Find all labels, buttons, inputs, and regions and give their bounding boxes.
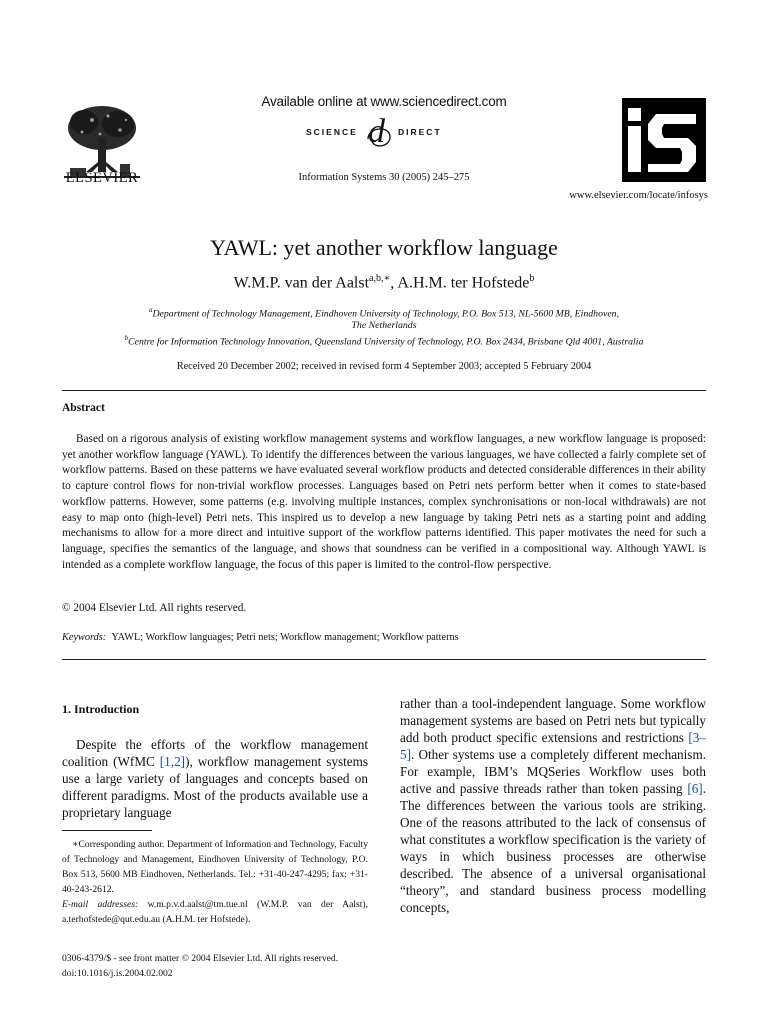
received-dates: Received 20 December 2002; received in revised form 4 September 2003; accepted 5 February 2004 (176, 361, 592, 372)
journal-url-link[interactable]: www.elsevier.com/locate/infosys (569, 190, 708, 201)
affiliation-b-text: Centre for Information Technology Innovation, Queensland University of Technology, P.O. Box 2434, Brisbane Qld 4001, Australia (128, 336, 644, 348)
abstract-copyright: © 2004 Elsevier Ltd. All rights reserved. (62, 602, 247, 614)
citation-link-6[interactable]: [6] (687, 781, 703, 796)
abstract-divider (62, 659, 706, 660)
keywords-label: Keywords: (62, 632, 107, 643)
affiliation-b-mark: b (124, 334, 129, 342)
sciencedirect-swirl-icon (364, 121, 394, 151)
front-matter (62, 951, 338, 981)
intro-left-post: ), workflow management systems use a large variety of languages and concepts based on different paradigms. Most of the products available use a proprietary language (62, 754, 368, 820)
intro-left-pre: Despite the efforts of the workflow management coalition (WfMC (62, 737, 368, 769)
affiliation-a-line2: The Netherlands (351, 320, 417, 331)
front-matter-doi[interactable]: doi:10.1016/j.is.2004.02.002 (62, 968, 173, 979)
svg-text:IS: IS (622, 98, 623, 99)
sciencedirect-right-word: DIRECT (398, 127, 442, 137)
sciencedirect-logo-icon (300, 113, 470, 155)
footnote-email-label: E-mail addresses: (62, 899, 139, 910)
keywords-values: YAWL; Workflow languages; Petri nets; Workflow management; Workflow patterns (111, 632, 459, 643)
intro-right-a: rather than a tool-independent language. Some workflow management systems are based on Petri nets but typically add both product specific extensions and restrictions (400, 696, 706, 745)
citation-link-1-2[interactable]: [1,2] (159, 754, 186, 769)
author-2: , A.H.M. ter Hofstede (390, 274, 530, 292)
section-heading-introduction: 1. Introduction (62, 702, 140, 716)
abstract-text: Based on a rigorous analysis of existing workflow management systems and workflow languages, a new workflow language is proposed: yet another workflow language (YAWL). To identify the differences between the various languages, we have collected a fairly complete set of workflow patterns. Based on these patterns we have evaluated several workflow products and detected considerable differences in their ability to capture control flows for non-trivial workflow processes. Languages based on Petri nets perform better when it comes to state-based workflow patterns. However, some patterns (e.g. involving multiple instances, complex synchronisations or non-local withdrawals) are not easy to map onto (high-level) Petri nets. This inspired us to develop a new language by taking Petri nets as a starting point and adding mechanisms to allow for a more direct and intuitive support of the workflow patterns identified. This paper motivates the need for such a language, specifies the semantics of the language, and shows that soundness can be verified in a compositional way. Although YAWL is intended as a complete workflow language, the focus of this paper is limited to the control-flow perspective. (62, 433, 706, 571)
citation-link-3-5[interactable]: [3–5] (400, 730, 706, 762)
author-2-marks: b (529, 273, 535, 284)
journal-reference: Information Systems 30 (2005) 245–275 (298, 172, 470, 183)
affiliation-a-line1: Department of Technology Management, Eindhoven University of Technology, P.O. Box 513, NL-5600 MB, Eindhoven, (152, 308, 620, 320)
affiliation-a-mark: a (148, 306, 153, 314)
footnote-divider (62, 830, 152, 831)
author-1-marks: a,b,∗ (369, 273, 391, 284)
sciencedirect-left-word: SCIENCE (306, 127, 358, 137)
publisher-wordmark: ELSEVIER (65, 170, 139, 186)
abstract-heading: Abstract (62, 402, 105, 414)
affiliation-a (0, 306, 768, 319)
keywords-line (62, 632, 459, 643)
author-1: W.M.P. van der Aalst (233, 274, 370, 292)
information-systems-logo-icon (622, 98, 706, 182)
front-matter-issn: 0306-4379/$ - see front matter © 2004 Elsevier Ltd. All rights reserved. (62, 953, 339, 964)
footnote-emails: w.m.p.v.d.aalst@tm.tue.nl (W.M.P. van der Aalst), a.terhofstede@qut.edu.au (A.H.M. ter Hofstede). (62, 899, 368, 925)
available-online-text[interactable]: Available online at www.sciencedirect.com (261, 94, 507, 109)
intro-left-column (62, 736, 368, 821)
author-line (0, 273, 768, 292)
paper-title: YAWL: yet another workflow language (210, 235, 558, 260)
intro-right-b: . Other systems use a completely different mechanism. For example, IBM’s MQSeries Workflow uses both active and passive threads rather than token passing (400, 747, 706, 796)
corresponding-author-footnote (62, 837, 368, 927)
intro-right-c: . The differences between the various tools are striking. One of the reasons attributed to the lack of consensus of what constitutes a workflow specification is the variety of ways in which business processes are otherwise described. The absence of a universal organisational “theory”, and standard business process modelling concepts, (400, 781, 706, 915)
sciencedirect-d-glyph: d (368, 113, 385, 150)
intro-right-column (400, 695, 706, 916)
footnote-corresponding: ∗Corresponding author. Department of Information and Technology, Faculty of Technology and Management, Eindhoven University of Technology, P.O. Box 513, 5600 MB Eindhoven, Netherlands. Tel.: +31-40-247-4295; fax: +31-40-243-2612. (62, 839, 368, 895)
top-divider (62, 390, 706, 391)
affiliation-b (0, 334, 768, 347)
